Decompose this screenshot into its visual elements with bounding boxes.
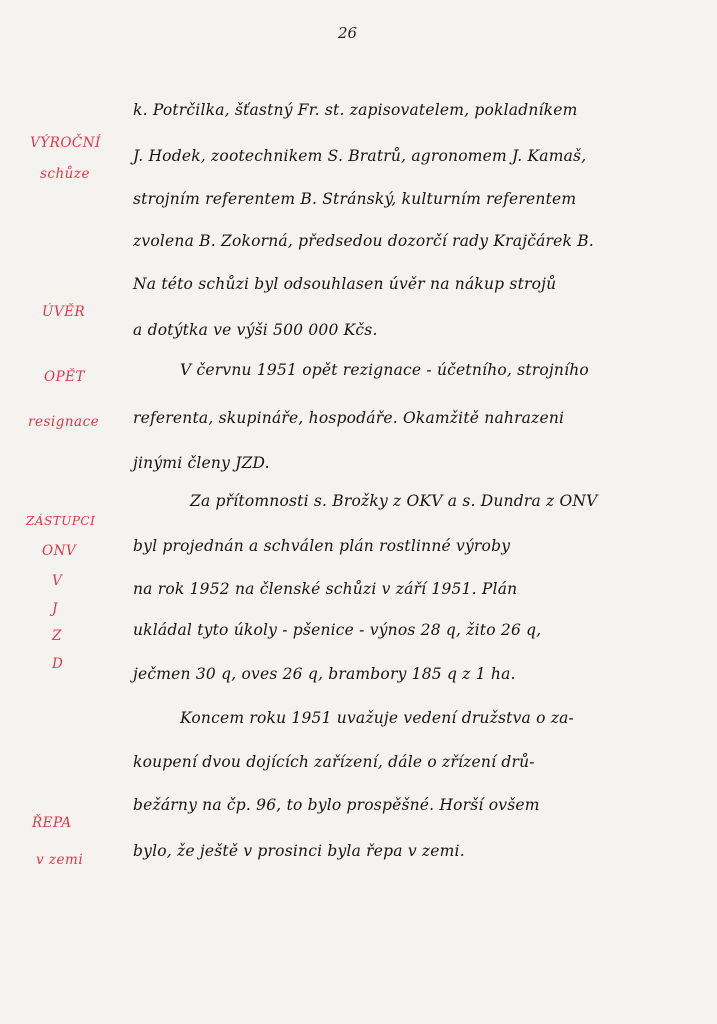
margin-note-j: J xyxy=(52,601,58,617)
margin-note-resignace: resignace xyxy=(28,414,100,430)
margin-note-v: V xyxy=(52,573,63,589)
page-number: 26 xyxy=(338,24,358,42)
text-line-9: jinými členy JZD. xyxy=(133,454,270,472)
text-line-5: Na této schůzi byl odsouhlasen úvěr na nákup strojů xyxy=(133,275,557,293)
text-line-10: Za přítomnosti s. Brožky z OKV a s. Dundra z ONV xyxy=(190,492,598,510)
text-line-16: koupení dvou dojících zařízení, dále o zřízení drů- xyxy=(133,753,535,771)
text-line-8: referenta, skupináře, hospodáře. Okamžitě nahrazeni xyxy=(133,409,565,427)
text-line-12: na rok 1952 na členské schůzi v září 1951. Plán xyxy=(133,580,518,598)
text-line-13: ukládal tyto úkoly - pšenice - výnos 28 q, žito 26 q, xyxy=(133,621,542,639)
margin-note-vyrocni: VÝROČNÍ xyxy=(30,135,101,151)
margin-note-schuze: schůze xyxy=(40,166,90,182)
text-line-17: bežárny na čp. 96, to bylo prospěšné. Horší ovšem xyxy=(133,796,540,814)
text-line-1: k. Potrčilka, šťastný Fr. st. zapisovatelem, pokladníkem xyxy=(133,101,578,119)
margin-note-zastupci: ZÁSTUPCI xyxy=(26,514,96,528)
text-line-2: J. Hodek, zootechnikem S. Bratrů, agronomem J. Kamaš, xyxy=(133,147,587,165)
text-line-14: ječmen 30 q, oves 26 q, brambory 185 q z 1 ha. xyxy=(133,665,516,683)
text-line-6: a dotýtka ve výši 500 000 Kčs. xyxy=(133,321,378,339)
text-line-11: byl projednán a schválen plán rostlinné výroby xyxy=(133,537,511,555)
margin-note-onv: ONV xyxy=(42,543,77,559)
margin-note-z: Z xyxy=(52,628,62,644)
margin-note-repa: ŘEPA xyxy=(32,815,72,831)
text-line-18: bylo, že ještě v prosinci byla řepa v zemi. xyxy=(133,842,465,860)
text-line-7: V červnu 1951 opět rezignace - účetního, strojního xyxy=(180,361,589,379)
margin-note-opet: OPĚT xyxy=(44,369,86,385)
text-line-3: strojním referentem B. Stránský, kulturním referentem xyxy=(133,190,577,208)
text-line-4: zvolena B. Zokorná, předsedou dozorčí rady Krajčárek B. xyxy=(133,232,594,250)
margin-note-uver: ÚVĚR xyxy=(42,304,86,320)
margin-note-v-zemi: v zemi xyxy=(36,852,84,868)
text-line-15: Koncem roku 1951 uvažuje vedení družstva o za- xyxy=(180,709,574,727)
margin-note-d: D xyxy=(52,656,64,672)
